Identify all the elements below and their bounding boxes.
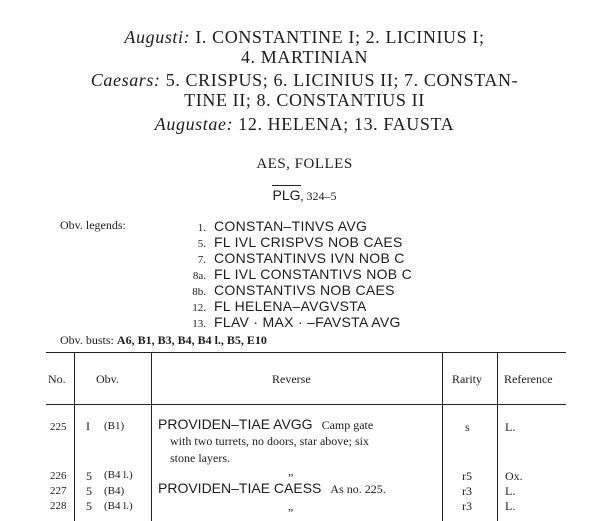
mint-heading — [0, 187, 609, 205]
legend-num: 8b. — [192, 286, 206, 298]
row-obv-bust: (B4 l.) — [104, 500, 133, 512]
legend-item — [170, 250, 405, 266]
legend-num: 7. — [197, 254, 206, 266]
legend-num: 13. — [192, 318, 206, 330]
legend-item — [170, 266, 412, 282]
row-reference: L. — [505, 484, 516, 498]
mint-mark: PLG — [272, 187, 301, 203]
legend-text: CONSTAN–TINVS AVG — [214, 218, 368, 234]
row-no: 225 — [50, 421, 67, 433]
augusti-line-2 — [0, 47, 609, 68]
legend-item — [170, 234, 403, 250]
caesars-text-2: TINE II; 8. CONSTANTIUS II — [184, 90, 425, 110]
row-reverse — [158, 417, 373, 432]
row-obv-bust: (B1) — [104, 420, 125, 432]
caesars-text: 5. CRISPUS; 6. LICINIUS II; 7. CONSTAN- — [165, 70, 519, 90]
legend-text: CONSTANTINVS IVN NOB C — [214, 250, 405, 266]
legend-text: CONSTANTIVS NOB CAES — [214, 282, 395, 298]
rev-legend: PROVIDEN–TIAE AVGG — [158, 416, 313, 432]
row-reverse: „ — [288, 499, 294, 513]
obv-busts-label: Obv. busts: — [60, 333, 114, 347]
col-divider-no — [74, 352, 75, 521]
augusti-text-2: 4. MARTINIAN — [240, 47, 369, 67]
legend-text: FL HELENA–AVGVSTA — [214, 298, 367, 314]
augustae-label: Augustae: — [154, 114, 234, 134]
rev-desc: As no. 225. — [330, 482, 386, 496]
augustae-line — [0, 114, 609, 135]
table-header-rule — [46, 404, 566, 405]
legend-text: FLAV · MAX · –FAVSTA AVG — [214, 314, 401, 330]
row-obv-num: 5 — [86, 499, 92, 513]
legend-item — [170, 218, 367, 234]
obv-busts-line — [60, 333, 267, 348]
row-reverse — [158, 481, 386, 496]
header-no: No. — [48, 372, 66, 386]
row-no: 227 — [50, 485, 67, 497]
obv-legends-label: Obv. legends: — [60, 218, 126, 232]
augusti-text: I. CONSTANTINE I; 2. LICINIUS I; — [195, 27, 485, 47]
row-reference: L. — [505, 499, 516, 513]
row-no: 226 — [50, 470, 67, 482]
rev-desc: Camp gate — [321, 418, 374, 432]
section-title: AES, FOLLES — [256, 156, 353, 172]
header-reverse: Reverse — [272, 372, 311, 386]
mint-date: , 324–5 — [300, 189, 337, 203]
row-no: 228 — [50, 500, 67, 512]
table-top-rule — [46, 352, 566, 353]
legend-text: FL IVL CRISPVS NOB CAES — [214, 234, 403, 250]
row-obv-bust: (B4 l.) — [104, 469, 133, 481]
legend-item — [170, 314, 401, 330]
row-rarity: r3 — [462, 499, 472, 513]
rev-desc-line-2: with two turrets, no doors, star above; six — [170, 434, 369, 448]
rev-legend: PROVIDEN–TIAE CAESS — [158, 480, 322, 496]
augustae-text: 12. HELENA; 13. FAUSTA — [238, 114, 455, 134]
row-rarity: s — [465, 420, 470, 434]
legend-num: 1. — [197, 222, 206, 234]
row-obv-num: 5 — [86, 469, 92, 483]
row-rarity: r3 — [462, 484, 472, 498]
caesars-line-2 — [0, 90, 609, 111]
obv-busts-text: A6, B1, B3, B4, B4 l., B5, E10 — [116, 333, 267, 347]
row-reference: L. — [505, 420, 516, 434]
row-reverse: „ — [288, 464, 294, 478]
row-reference: Ox. — [505, 469, 523, 483]
legend-item — [170, 298, 367, 314]
row-obv-bust: (B4) — [104, 485, 125, 497]
augusti-label: Augusti: — [124, 27, 191, 47]
rev-desc-line-3: stone layers. — [170, 451, 230, 465]
legend-num: 8a. — [192, 270, 206, 282]
col-divider-rarity — [497, 352, 498, 521]
col-divider-reverse — [442, 352, 443, 521]
legend-num: 5. — [197, 238, 206, 250]
legend-text: FL IVL CONSTANTIVS NOB C — [214, 266, 413, 282]
header-rarity: Rarity — [452, 372, 482, 386]
header-reference: Reference — [504, 372, 553, 386]
augusti-line — [0, 27, 609, 48]
caesars-label: Caesars: — [90, 70, 161, 90]
row-obv-num: I — [86, 419, 90, 433]
row-obv-num: 5 — [86, 484, 92, 498]
legend-item — [170, 282, 395, 298]
caesars-line — [0, 70, 609, 91]
col-divider-obv — [151, 352, 152, 521]
header-obv: Obv. — [96, 372, 119, 386]
legend-num: 12. — [192, 302, 206, 314]
row-rarity: r5 — [462, 469, 472, 483]
